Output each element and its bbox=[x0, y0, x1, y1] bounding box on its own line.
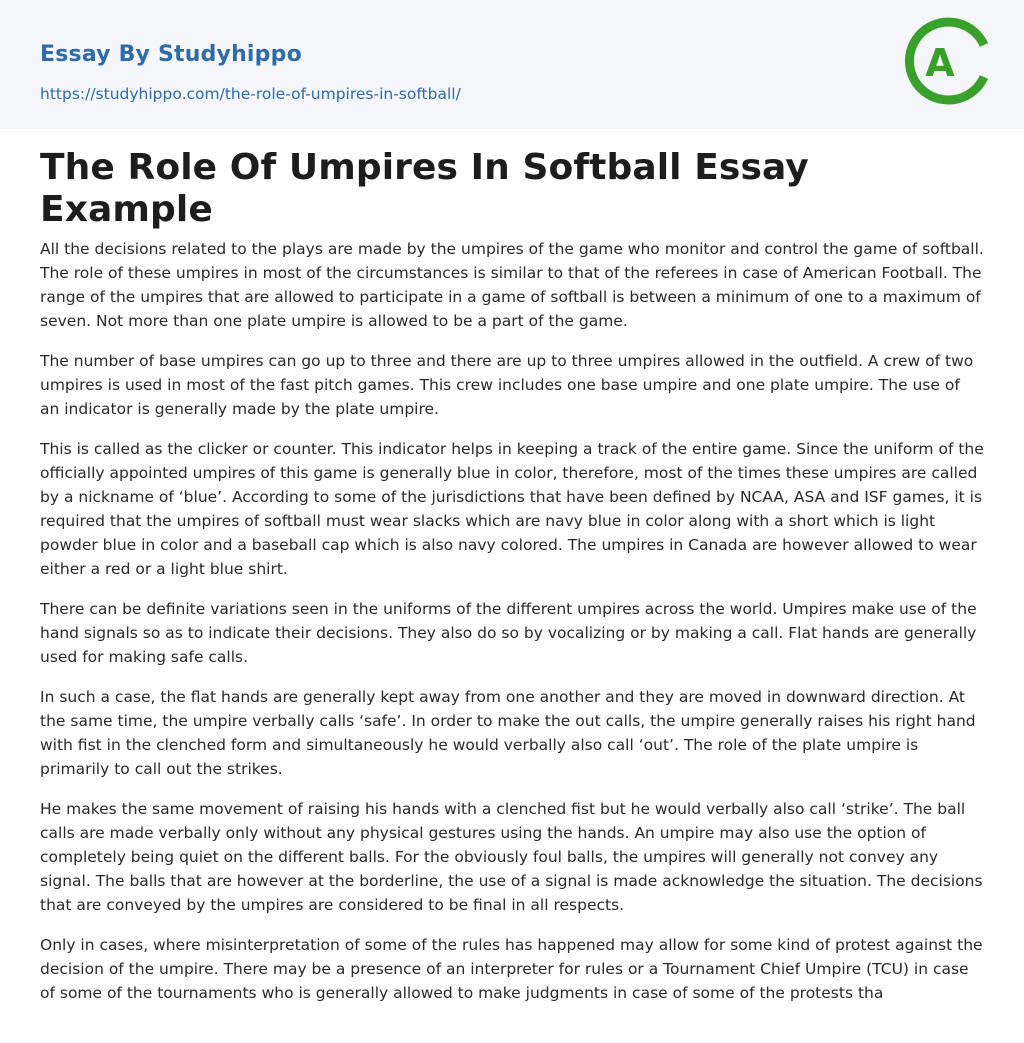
article-paragraph: In such a case, the flat hands are generally kept away from one another and they are moved in downward direction. At the same time, the umpire verbally calls ‘safe’. In order to make the out calls, the umpire generally raises his right hand with fist in the clenched form and simultaneously he would verbally also call ‘out’. The role of the plate umpire is primarily to call out the strikes. bbox=[40, 688, 976, 778]
article-paragraph: The number of base umpires can go up to three and there are up to three umpires allowed in the outfield. A crew of two umpires is used in most of the fast pitch games. This crew includes one base umpire and one plate umpire. The use of an indicator is generally made by the plate umpire. bbox=[40, 352, 974, 418]
article bbox=[0, 129, 1024, 1005]
studyhippo-logo-icon[interactable] bbox=[902, 14, 992, 108]
site-header bbox=[0, 0, 1024, 129]
article-paragraph: This is called as the clicker or counter. This indicator helps in keeping a track of the entire game. Since the uniform of the officially appointed umpires of this game is generally blue in color, therefore, most of the times these umpires are called by a nickname of ‘blue’. According to some of the jurisdictions that have been defined by NCAA, ASA and ISF games, it is required that the umpires of softball must wear slacks which are navy blue in color along with a short which is light powder blue in color and a baseball cap which is also navy colored. The umpires in Canada are however allowed to wear either a red or a light blue shirt. bbox=[40, 440, 984, 578]
page-url-link[interactable]: https://studyhippo.com/the-role-of-umpires-in-softball/ bbox=[40, 85, 461, 103]
article-paragraph: Only in cases, where misinterpretation of some of the rules has happened may allow for some kind of protest against the decision of the umpire. There may be a presence of an interpreter for rules or a Tournament Chief Umpire (TCU) in case of some of the tournaments who is generally allowed to make judgments in case of some of the protests tha bbox=[40, 936, 983, 1002]
article-paragraph: All the decisions related to the plays are made by the umpires of the game who monitor and control the game of softball. The role of these umpires in most of the circumstances is similar to that of the referees in case of American Football. The range of the umpires that are allowed to participate in a game of softball is between a minimum of one to a maximum of seven. Not more than one plate umpire is allowed to be a part of the game. bbox=[40, 240, 984, 330]
page-title: The Role Of Umpires In Softball Essay Example bbox=[40, 147, 809, 230]
article-paragraph: There can be definite variations seen in the uniforms of the different umpires across the world. Umpires make use of the hand signals so as to indicate their decisions. They also do so by vocalizing or by making a call. Flat hands are generally used for making safe calls. bbox=[40, 600, 977, 666]
site-brand[interactable]: Essay By Studyhippo bbox=[40, 42, 302, 67]
article-paragraph: He makes the same movement of raising his hands with a clenched fist but he would verbally also call ‘strike’. The ball calls are made verbally only without any physical gestures using the hands. An umpire may also use the option of completely being quiet on the different balls. For the obviously foul balls, the umpires will generally not convey any signal. The balls that are however at the borderline, the use of a signal is made acknowledge the situation. The decisions that are conveyed by the umpires are considered to be final in all respects. bbox=[40, 800, 983, 914]
logo-letter: A bbox=[925, 41, 955, 85]
